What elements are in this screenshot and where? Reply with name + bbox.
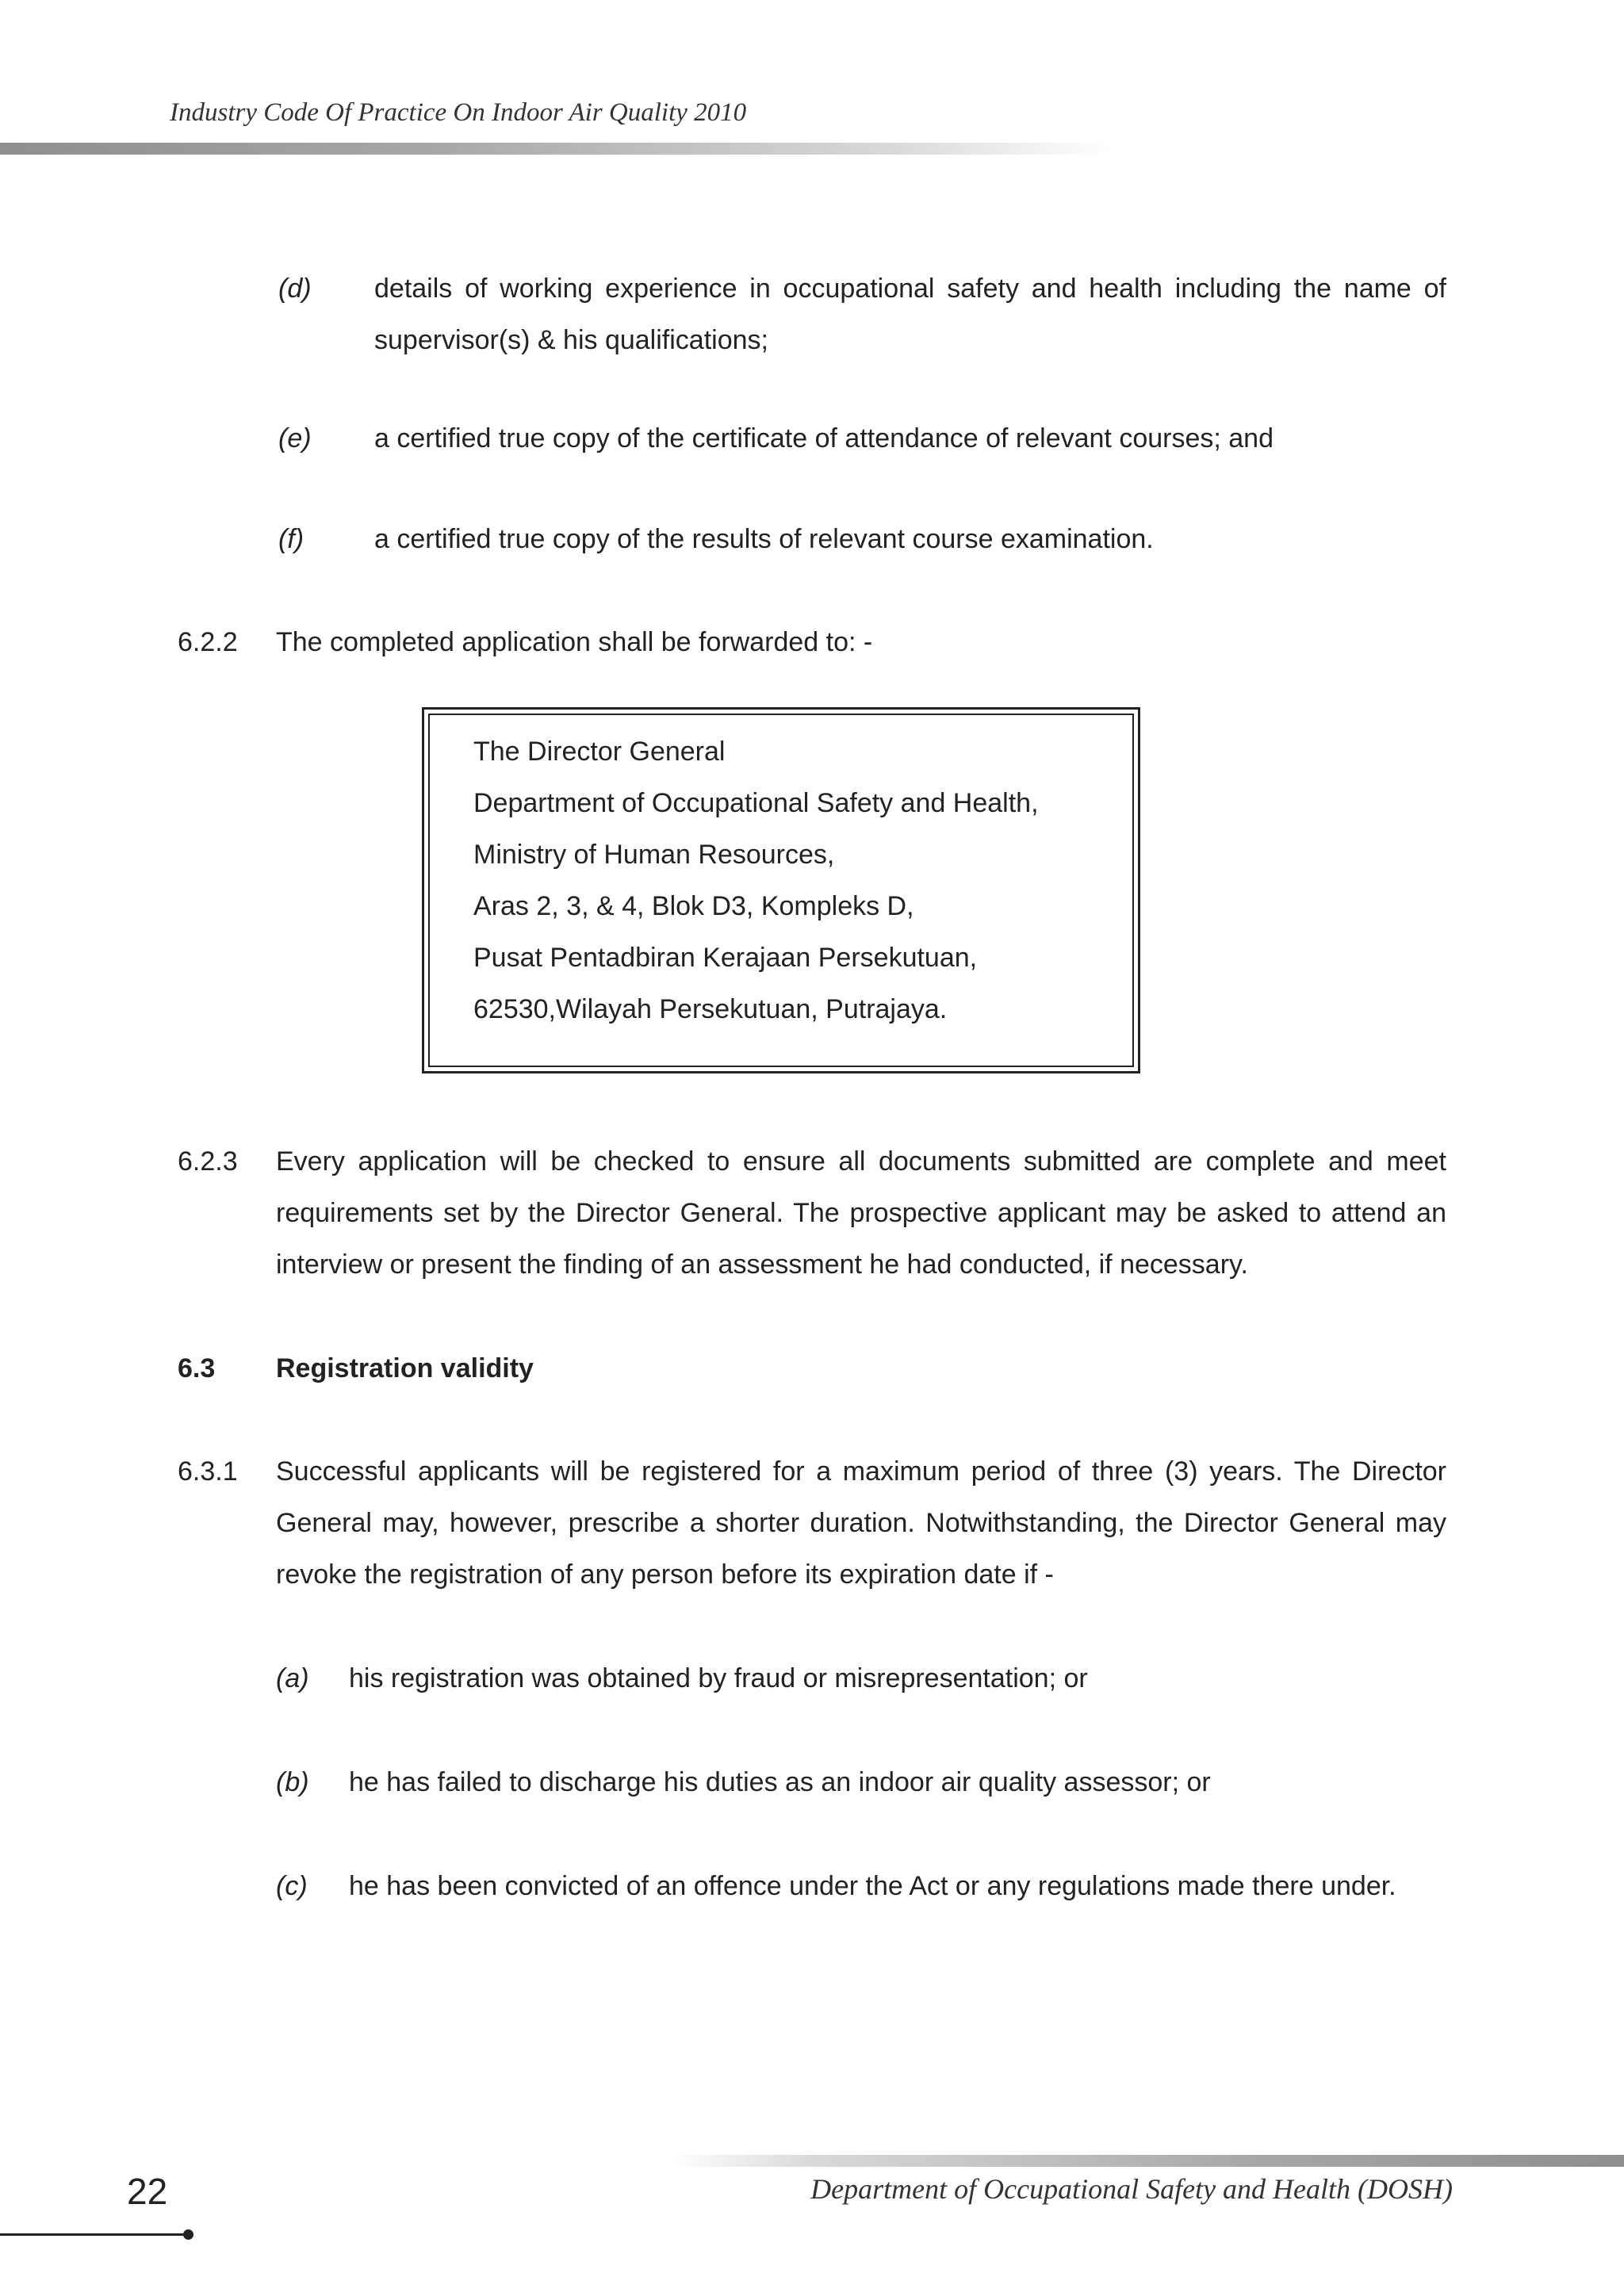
item-label-a: (a) bbox=[276, 1663, 309, 1693]
section-number-6-2-2: 6.2.2 bbox=[178, 627, 238, 657]
section-number-6-2-3: 6.2.3 bbox=[178, 1146, 238, 1177]
address-line: Pusat Pentadbiran Kerajaan Persekutuan, bbox=[473, 943, 978, 973]
item-text-a: his registration was obtained by fraud or misrepresentation; or bbox=[349, 1663, 1088, 1693]
page-number-rule bbox=[0, 2233, 187, 2236]
address-line: Department of Occupational Safety and Health, bbox=[473, 788, 1039, 818]
section-text-6-2-2: The completed application shall be forwarded to: - bbox=[276, 627, 873, 657]
item-text-c: he has been convicted of an offence under the Act or any regulations made there under. bbox=[349, 1871, 1396, 1901]
section-number-6-3-1: 6.3.1 bbox=[178, 1456, 238, 1487]
page-number: 22 bbox=[127, 2171, 168, 2212]
address-block bbox=[473, 726, 1039, 1035]
item-text-e: a certified true copy of the certificate of attendance of relevant courses; and bbox=[374, 423, 1274, 453]
footer-organization: Department of Occupational Safety and Health (DOSH) bbox=[810, 2173, 1453, 2205]
address-box bbox=[422, 707, 1140, 1073]
section-text-6-3-1: Successful applicants will be registered for a maximum period of three (3) years. The Director General may, however, prescribe a shorter duration. Notwithstanding, the Director General may revoke the registration of any person before its expiration date if - bbox=[276, 1456, 1446, 1590]
address-line: Ministry of Human Resources, bbox=[473, 840, 835, 870]
running-header: Industry Code Of Practice On Indoor Air Quality 2010 bbox=[170, 98, 747, 127]
section-text-6-2-3: Every application will be checked to ensure all documents submitted are complete and meet requirements set by the Director General. The prospective applicant may be asked to attend an interview or present the finding of an assessment he had conducted, if necessary. bbox=[276, 1146, 1446, 1280]
item-label-e: (e) bbox=[278, 423, 312, 453]
header-rule bbox=[0, 143, 1110, 155]
page-number-rule-dot bbox=[183, 2229, 193, 2240]
section-title-6-3: Registration validity bbox=[276, 1353, 534, 1383]
item-label-d: (d) bbox=[278, 274, 312, 304]
item-label-b: (b) bbox=[276, 1767, 309, 1797]
address-line: 62530,Wilayah Persekutuan, Putrajaya. bbox=[473, 994, 948, 1024]
section-number-6-3: 6.3 bbox=[178, 1353, 216, 1383]
address-line: Aras 2, 3, & 4, Blok D3, Kompleks D, bbox=[473, 891, 914, 921]
address-line: The Director General bbox=[473, 737, 726, 767]
item-label-c: (c) bbox=[276, 1871, 308, 1901]
footer-rule bbox=[672, 2155, 1624, 2167]
item-text-d: details of working experience in occupational safety and health including the name of supervisor(s) & his qualifications; bbox=[374, 274, 1446, 355]
item-text-f: a certified true copy of the results of relevant course examination. bbox=[374, 524, 1154, 554]
item-label-f: (f) bbox=[278, 524, 304, 554]
item-text-b: he has failed to discharge his duties as an indoor air quality assessor; or bbox=[349, 1767, 1211, 1797]
